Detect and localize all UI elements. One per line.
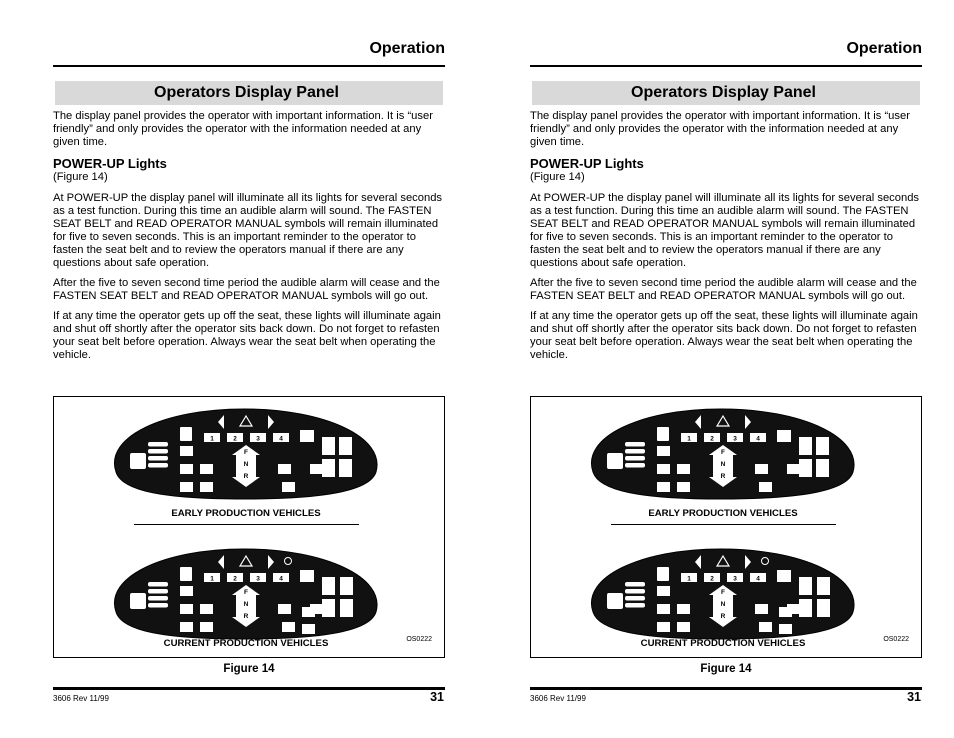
body-text bbox=[530, 110, 922, 369]
warning-light-icon bbox=[282, 622, 295, 632]
paragraph-2: After the five to seven second time period the audible alarm will cease and the FASTEN SEAT BELT and READ OPERATOR MANUAL symbols will go out. bbox=[53, 277, 440, 302]
gear-button-label: 2 bbox=[710, 575, 714, 583]
body-text bbox=[53, 110, 445, 369]
warning-light-icon bbox=[759, 622, 772, 632]
lift-control-icon bbox=[799, 577, 812, 595]
caption-current: CURRENT PRODUCTION VEHICLES bbox=[163, 638, 329, 649]
caption-rule bbox=[134, 524, 359, 525]
fuel-icon bbox=[130, 593, 146, 609]
figure-box bbox=[53, 396, 445, 658]
warning-light-icon bbox=[282, 482, 295, 492]
gear-button-label: 3 bbox=[733, 435, 737, 443]
gear-button-label: 3 bbox=[733, 575, 737, 583]
footer-doc: 3606 Rev 11/99 bbox=[53, 694, 109, 703]
figure-reference: (Figure 14) bbox=[530, 171, 585, 183]
lift-control-icon bbox=[340, 599, 353, 617]
warning-light-icon bbox=[180, 482, 193, 492]
warning-light-icon bbox=[180, 604, 193, 614]
warning-light-icon bbox=[657, 464, 670, 474]
direction-letter: R bbox=[720, 613, 726, 620]
warning-light-icon bbox=[200, 622, 213, 632]
warning-light-icon bbox=[180, 586, 193, 596]
gear-button-label: 1 bbox=[687, 435, 691, 443]
level-bar bbox=[148, 603, 168, 608]
lift-control-icon bbox=[817, 599, 830, 617]
page-left bbox=[53, 0, 445, 738]
warning-light-icon bbox=[200, 464, 213, 474]
warning-light-icon bbox=[302, 607, 315, 617]
gear-button-label: 2 bbox=[233, 435, 237, 443]
level-bar bbox=[625, 596, 645, 601]
paragraph-1: At POWER-UP the display panel will illuminate all its lights for several seconds as a test function. During this time an audible alarm will sound. The FASTEN SEAT BELT and READ OPERATOR MANUAL symbols will remain illuminated for five to seven seconds. This is an important reminder to the operator to fasten the seat belt and to review the operators manual if there are any questions about safe operation. bbox=[53, 192, 443, 269]
gear-button-label: 1 bbox=[210, 575, 214, 583]
warning-light-icon bbox=[310, 464, 323, 474]
section-title: Operation bbox=[846, 40, 922, 57]
warning-light-icon bbox=[278, 604, 291, 614]
gear-button-label: 2 bbox=[233, 575, 237, 583]
level-bar bbox=[148, 456, 168, 461]
lift-control-icon bbox=[339, 459, 352, 477]
gear-button-label: 4 bbox=[756, 435, 760, 443]
level-bar bbox=[625, 442, 645, 447]
lift-control-icon bbox=[817, 577, 830, 595]
top-rule bbox=[53, 65, 445, 67]
page-number: 31 bbox=[907, 690, 921, 704]
warning-light-icon bbox=[677, 622, 690, 632]
level-bar bbox=[625, 463, 645, 468]
figure-code: OS0222 bbox=[883, 636, 909, 643]
seat-belt-icon bbox=[180, 567, 192, 581]
warning-light-icon bbox=[180, 446, 193, 456]
gear-button-label: 4 bbox=[756, 575, 760, 583]
warning-light-icon bbox=[779, 607, 792, 617]
panel-title: Operators Display Panel bbox=[532, 81, 920, 105]
section-title: Operation bbox=[369, 40, 445, 57]
lift-control-icon bbox=[322, 459, 335, 477]
fuel-icon bbox=[607, 453, 623, 469]
level-bar bbox=[148, 442, 168, 447]
warning-light-icon bbox=[657, 622, 670, 632]
bottom-rule bbox=[530, 687, 922, 690]
level-bar bbox=[148, 589, 168, 594]
paragraph-3: If at any time the operator gets up off the seat, these lights will illuminate again and shut off shortly after the operator sits back down. Do not forget to refasten your seat belt before operation. Always wear the seat belt when operating the vehicle. bbox=[53, 310, 441, 361]
read-manual-icon bbox=[300, 570, 314, 582]
top-rule bbox=[530, 65, 922, 67]
level-bar bbox=[625, 456, 645, 461]
seat-belt-icon bbox=[180, 427, 192, 441]
lift-control-icon bbox=[799, 459, 812, 477]
gear-button-label: 3 bbox=[256, 435, 260, 443]
warning-light-icon bbox=[302, 624, 315, 634]
gear-button-label: 3 bbox=[256, 575, 260, 583]
warning-light-icon bbox=[657, 604, 670, 614]
figure-code: OS0222 bbox=[406, 636, 432, 643]
warning-light-icon bbox=[759, 482, 772, 492]
subhead: POWER-UP Lights bbox=[53, 156, 167, 171]
direction-letter: F bbox=[721, 589, 725, 596]
caption-early: EARLY PRODUCTION VEHICLES bbox=[648, 508, 798, 519]
lift-control-icon bbox=[322, 437, 335, 455]
page-right bbox=[530, 0, 922, 738]
gear-button-label: 1 bbox=[210, 435, 214, 443]
paragraph-2: After the five to seven second time period the audible alarm will cease and the FASTEN SEAT BELT and READ OPERATOR MANUAL symbols will go out. bbox=[530, 277, 917, 302]
lift-control-icon bbox=[799, 437, 812, 455]
warning-light-icon bbox=[200, 604, 213, 614]
lift-control-icon bbox=[340, 577, 353, 595]
subhead: POWER-UP Lights bbox=[530, 156, 644, 171]
caption-rule bbox=[611, 524, 836, 525]
level-bar bbox=[148, 463, 168, 468]
figure-reference: (Figure 14) bbox=[53, 171, 108, 183]
warning-light-icon bbox=[755, 464, 768, 474]
seat-belt-icon bbox=[657, 567, 669, 581]
direction-letter: N bbox=[243, 461, 249, 468]
seat-belt-icon bbox=[657, 427, 669, 441]
warning-light-icon bbox=[180, 464, 193, 474]
bottom-rule bbox=[53, 687, 445, 690]
paragraph-1: At POWER-UP the display panel will illuminate all its lights for several seconds as a test function. During this time an audible alarm will sound. The FASTEN SEAT BELT and READ OPERATOR MANUAL symbols will remain illuminated for five to seven seconds. This is an important reminder to the operator to fasten the seat belt and to review the operators manual if there are any questions about safe operation. bbox=[530, 192, 920, 269]
direction-letter: N bbox=[720, 601, 726, 608]
read-manual-icon bbox=[777, 430, 791, 442]
level-bar bbox=[625, 603, 645, 608]
warning-light-icon bbox=[779, 624, 792, 634]
gear-button-label: 2 bbox=[710, 435, 714, 443]
warning-light-icon bbox=[677, 604, 690, 614]
read-manual-icon bbox=[300, 430, 314, 442]
level-bar bbox=[148, 582, 168, 587]
page-number: 31 bbox=[430, 690, 444, 704]
intro-paragraph: The display panel provides the operator with important information. It is “user friendly” and only provides the operator with the information needed at any given time. bbox=[53, 110, 433, 148]
figure-caption: Figure 14 bbox=[700, 663, 752, 675]
fuel-icon bbox=[130, 453, 146, 469]
warning-light-icon bbox=[200, 482, 213, 492]
direction-letter: N bbox=[720, 461, 726, 468]
gear-button-label: 4 bbox=[279, 435, 283, 443]
lift-control-icon bbox=[339, 437, 352, 455]
level-bar bbox=[625, 449, 645, 454]
warning-light-icon bbox=[755, 604, 768, 614]
fuel-icon bbox=[607, 593, 623, 609]
figure-caption: Figure 14 bbox=[223, 663, 275, 675]
direction-letter: N bbox=[243, 601, 249, 608]
warning-light-icon bbox=[787, 464, 800, 474]
paragraph-3: If at any time the operator gets up off the seat, these lights will illuminate again and shut off shortly after the operator sits back down. Do not forget to refasten your seat belt before operation. Always wear the seat belt when operating the vehicle. bbox=[530, 310, 918, 361]
direction-letter: F bbox=[244, 449, 248, 456]
level-bar bbox=[625, 582, 645, 587]
lift-control-icon bbox=[322, 577, 335, 595]
warning-light-icon bbox=[657, 482, 670, 492]
direction-letter: F bbox=[244, 589, 248, 596]
direction-letter: R bbox=[243, 473, 249, 480]
warning-light-icon bbox=[677, 464, 690, 474]
level-bar bbox=[625, 589, 645, 594]
level-bar bbox=[148, 449, 168, 454]
lift-control-icon bbox=[322, 599, 335, 617]
level-bar bbox=[148, 596, 168, 601]
footer-doc: 3606 Rev 11/99 bbox=[530, 694, 586, 703]
display-panel-figure bbox=[54, 397, 446, 659]
direction-letter: R bbox=[720, 473, 726, 480]
panel-title: Operators Display Panel bbox=[55, 81, 443, 105]
warning-light-icon bbox=[657, 446, 670, 456]
warning-light-icon bbox=[657, 586, 670, 596]
direction-letter: F bbox=[721, 449, 725, 456]
gear-button-label: 1 bbox=[687, 575, 691, 583]
lift-control-icon bbox=[799, 599, 812, 617]
gear-button-label: 4 bbox=[279, 575, 283, 583]
lift-control-icon bbox=[816, 437, 829, 455]
caption-early: EARLY PRODUCTION VEHICLES bbox=[171, 508, 321, 519]
read-manual-icon bbox=[777, 570, 791, 582]
warning-light-icon bbox=[180, 622, 193, 632]
figure-box bbox=[530, 396, 922, 658]
intro-paragraph: The display panel provides the operator with important information. It is “user friendly” and only provides the operator with the information needed at any given time. bbox=[530, 110, 910, 148]
warning-light-icon bbox=[677, 482, 690, 492]
warning-light-icon bbox=[278, 464, 291, 474]
display-panel-figure bbox=[531, 397, 923, 659]
direction-letter: R bbox=[243, 613, 249, 620]
caption-current: CURRENT PRODUCTION VEHICLES bbox=[640, 638, 806, 649]
lift-control-icon bbox=[816, 459, 829, 477]
